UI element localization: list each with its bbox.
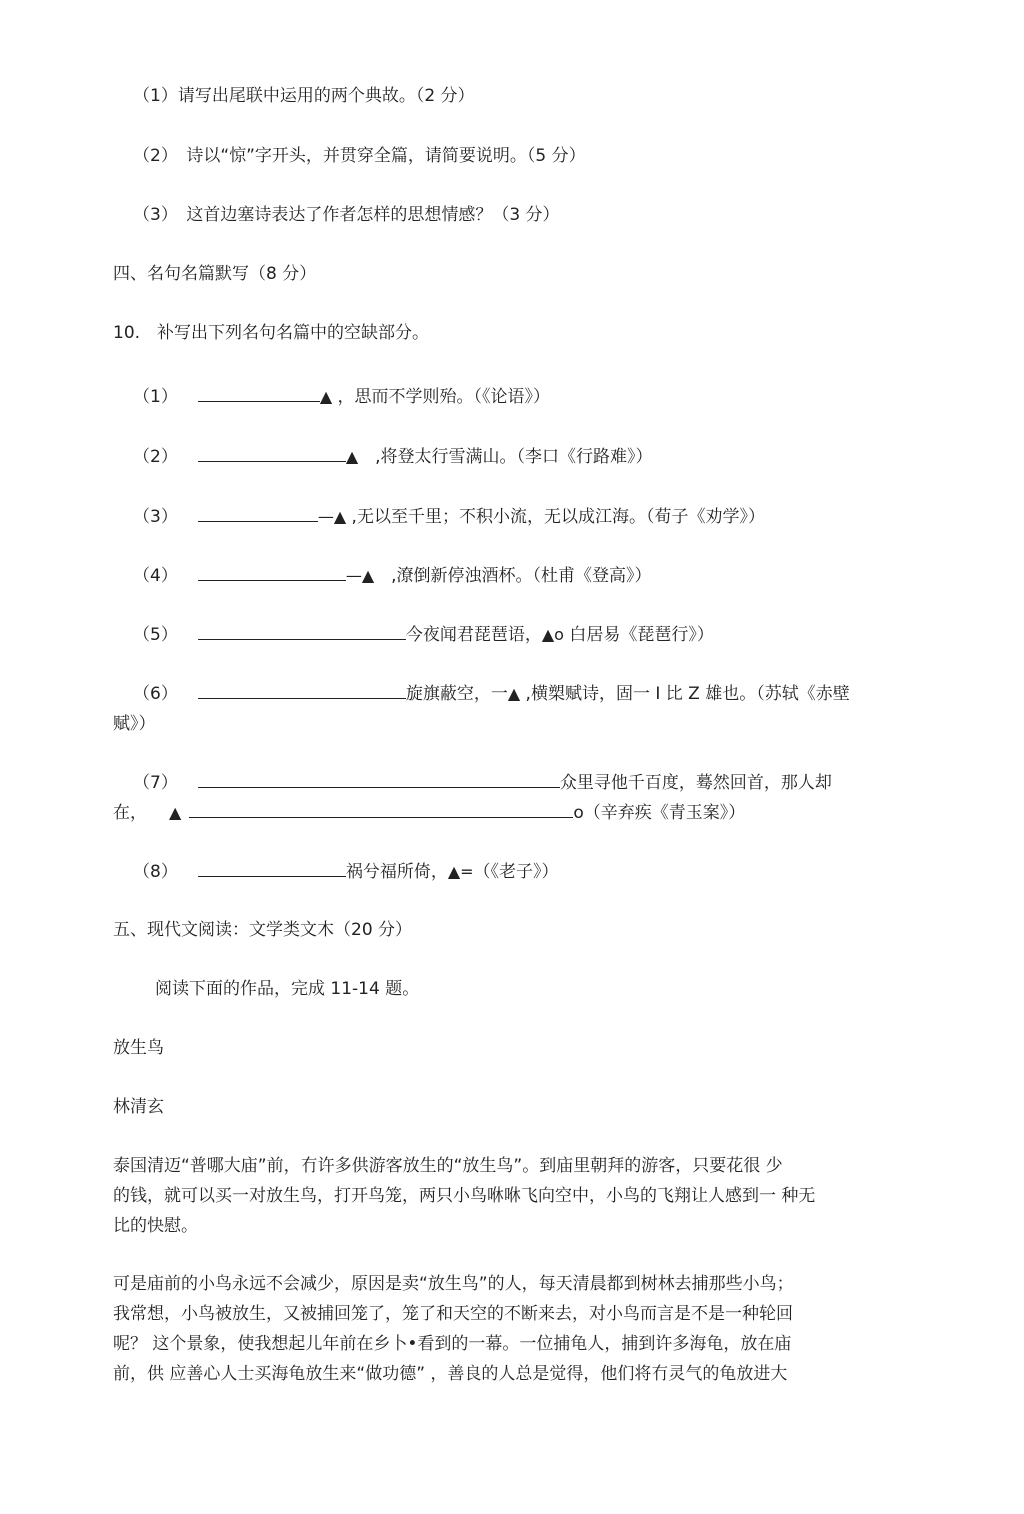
answer-blank[interactable] bbox=[198, 860, 346, 877]
item-text: ,无以至千里；不积小流，无以成江海。（荀子《劝学》） bbox=[346, 507, 765, 527]
answer-blank[interactable] bbox=[198, 771, 560, 788]
story-author: 林清玄 bbox=[113, 1097, 164, 1117]
triangle-marker: —▲ bbox=[345, 566, 375, 585]
item-number: （1） bbox=[133, 387, 178, 407]
paragraph-1-line: 泰国清迈“普哪大庙”前，冇许多供游客放生的“放生鸟”。到庙里朝拜的游客，只要花很 少 bbox=[113, 1156, 783, 1176]
paragraph-2-line: 呢？ 这个景象，使我想起儿年前在乡卜•看到的一幕。一位捕龟人，捕到许多海龟，放在庙 bbox=[113, 1334, 792, 1354]
triangle-marker: ▲ bbox=[319, 387, 333, 406]
item-number: （5） bbox=[133, 625, 178, 645]
fill-item-6-continued: 赋》） bbox=[113, 714, 156, 734]
section-5-title: 五、现代文阅读：文学类文木（20 分） bbox=[113, 920, 413, 940]
item-number: （6） bbox=[133, 684, 178, 704]
item-number: （4） bbox=[133, 566, 178, 586]
fill-item-4 bbox=[133, 564, 652, 588]
answer-blank[interactable] bbox=[198, 682, 406, 699]
fill-item-5 bbox=[133, 623, 714, 647]
reading-intro: 阅读下面的作品，完成 11-14 题。 bbox=[155, 979, 420, 999]
question-1: （1）请写出尾联中运用的两个典故。（2 分） bbox=[133, 86, 475, 106]
triangle-marker: ▲ bbox=[345, 447, 359, 466]
fill-item-3 bbox=[133, 505, 765, 529]
question-10: 10. 补写出下列名句名篇中的空缺部分。 bbox=[113, 323, 430, 343]
item-text: 旋旗蔽空，一 bbox=[405, 684, 508, 704]
item-text: ,将登太行雪满山。（李口《行路难》） bbox=[358, 447, 653, 467]
answer-blank[interactable] bbox=[198, 505, 318, 522]
fill-item-6 bbox=[133, 682, 850, 706]
answer-blank[interactable] bbox=[198, 623, 406, 640]
item-text: 众里寻他千百度，蓦然回首，那人却 bbox=[559, 773, 832, 793]
item-text: ，思而不学则殆。（《论语》） bbox=[332, 387, 551, 407]
triangle-marker: ▲o bbox=[541, 625, 564, 644]
item-text: 今夜闻君琵琶语， bbox=[405, 625, 542, 645]
fill-item-7 bbox=[133, 771, 832, 795]
paragraph-1-line: 的钱，就可以买一对放生鸟，打开鸟笼，两只小鸟咻咻飞向空中，小鸟的飞翔让人感到一 种无 bbox=[113, 1186, 816, 1206]
question-2: （2） 诗以“惊”字开头，并贯穿全篇，请简要说明。（5 分） bbox=[133, 146, 586, 166]
item-tail: （《老子》） bbox=[473, 862, 559, 882]
triangle-marker: —▲ bbox=[317, 507, 347, 526]
fill-item-1 bbox=[133, 385, 550, 409]
item-tail: ,横槊赋诗，固一 I 比 Z 雄也。（苏轼《赤壁 bbox=[520, 684, 850, 704]
item-text: ,潦倒新停浊酒杯。（杜甫《登高》） bbox=[374, 566, 652, 586]
fill-item-8 bbox=[133, 860, 559, 884]
triangle-marker: ▲ bbox=[507, 684, 521, 703]
item-tail: 白居易《琵琶行》） bbox=[563, 625, 714, 645]
paragraph-2-line: 可是庙前的小鸟永远不会减少，原因是卖“放生鸟”的人，每天清晨都到树林去捕那些小鸟； bbox=[113, 1274, 794, 1294]
item-number: （8） bbox=[133, 862, 178, 882]
answer-blank[interactable] bbox=[198, 385, 320, 402]
section-4-title: 四、名句名篇默写（8 分） bbox=[113, 264, 317, 284]
question-3: （3） 这首边塞诗表达了作者怎样的思想情感？（3 分） bbox=[133, 205, 560, 225]
story-title: 放生鸟 bbox=[113, 1038, 164, 1058]
item-tail: o（辛弃疾《青玉案》） bbox=[573, 803, 746, 823]
answer-blank[interactable] bbox=[198, 564, 346, 581]
paragraph-2-line: 我常想，小鸟被放生，又被捕回笼了，笼了和天空的不断来去，对小鸟而言是不是一种轮回 bbox=[113, 1304, 793, 1324]
answer-blank[interactable] bbox=[198, 445, 346, 462]
triangle-marker: ▲ bbox=[169, 803, 182, 822]
answer-blank[interactable] bbox=[189, 801, 573, 818]
paragraph-2-line: 前，供 应善心人士买海龟放生来“做功德” ，善良的人总是觉得，他们将冇灵气的龟放进大 bbox=[113, 1364, 788, 1384]
item-number: （7） bbox=[133, 773, 178, 793]
triangle-marker: ▲= bbox=[447, 862, 474, 881]
item-number: （2） bbox=[133, 447, 178, 467]
fill-item-2 bbox=[133, 445, 653, 469]
fill-item-7-continued bbox=[113, 801, 745, 825]
paragraph-1-line: 比的快慰。 bbox=[113, 1216, 198, 1236]
item-number: （3） bbox=[133, 507, 178, 527]
item-text: 祸兮福所倚， bbox=[345, 862, 448, 882]
item-text: 在， bbox=[113, 803, 147, 823]
